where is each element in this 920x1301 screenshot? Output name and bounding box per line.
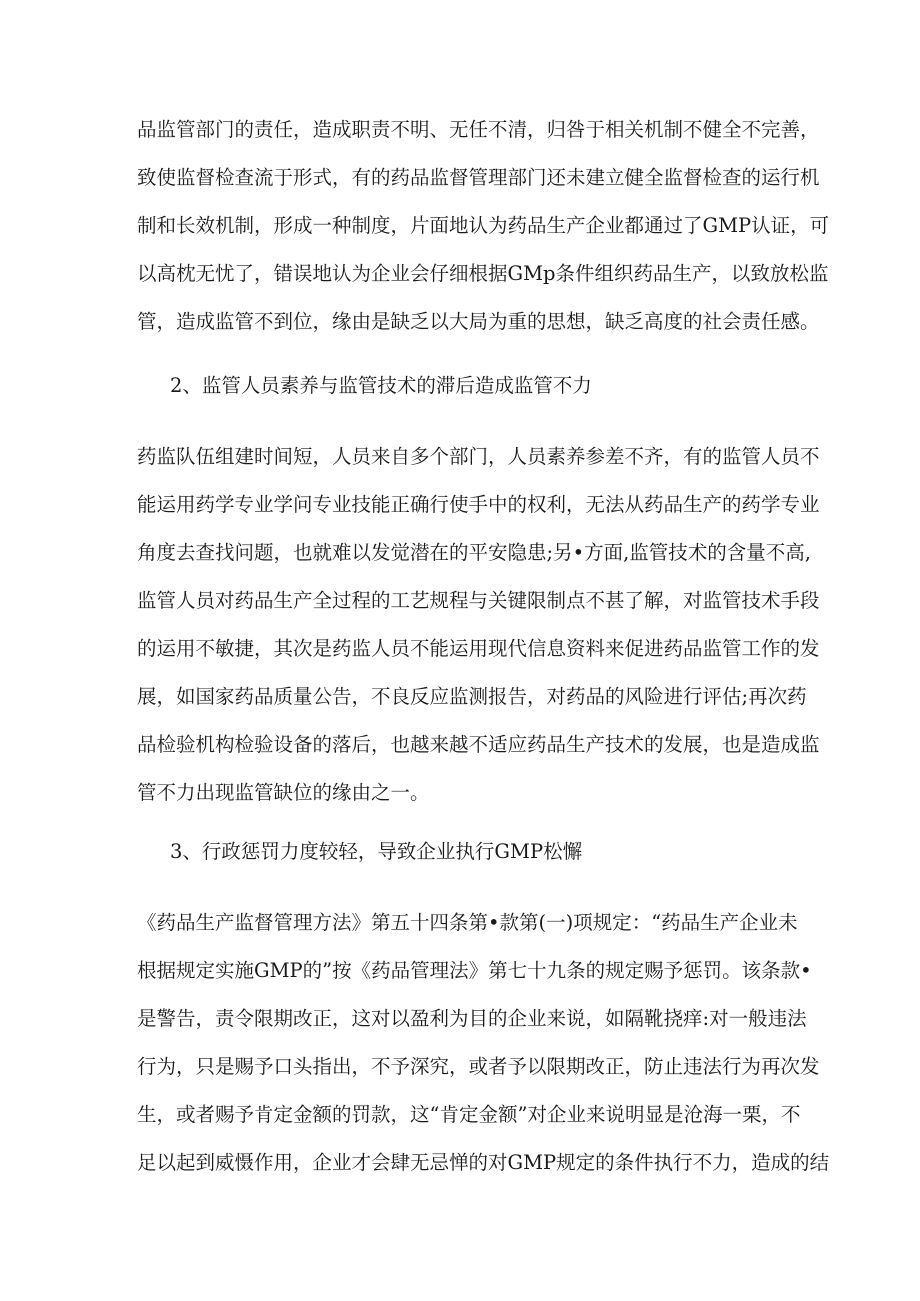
paragraph-1 — [137, 106, 830, 346]
paragraph-line: 制和长效机制，形成一种制度，片面地认为药品生产企业都通过了GMP认证，可 — [137, 214, 830, 237]
paragraph-line: 以高枕无忧了，错误地认为企业会仔细根据GMp条件组织药品生产，以致放松监 — [137, 262, 829, 285]
section-heading-3: 3、行政惩罚力度较轻，导致企业执行GMP松懈 — [170, 840, 583, 863]
paragraph-line: 的运用不敏捷，其次是药监人员不能运用现代信息资料来促进药品监管工作的发 — [137, 637, 820, 660]
paragraph-line: 根据规定实施GMP的”按《药品管理法》第七十九条的规定赐予惩罚。该条款• — [137, 959, 812, 982]
paragraph-line: 生，或者赐予肯定金额的罚款，这“肯定金额”对企业来说明显是沧海一栗，不 — [137, 1103, 801, 1126]
section-heading-2: 2、监管人员素养与监管技术的滞后造成监管不力 — [170, 374, 592, 397]
paragraph-line: 《药品生产监督管理方法》第五十四条第•款第(一)项规定：“药品生产企业未 — [137, 911, 798, 934]
paragraph-line: 管不力出现监管缺位的缘由之一。 — [137, 781, 430, 804]
paragraph-line: 行为，只是赐予口头指出，不予深究，或者予以限期改正，防止违法行为再次发 — [137, 1055, 820, 1078]
paragraph-line: 展，如国家药品质量公告，不良反应监测报告，对药品的风险进行评估;再次药 — [137, 685, 807, 708]
paragraph-line: 致使监督检查流于形式，有的药品监督管理部门还未建立健全监督检查的运行机 — [137, 166, 820, 189]
paragraph-line: 是警告，责令限期改正，这对以盈利为目的企业来说，如隔靴挠痒:对一般违法 — [137, 1007, 807, 1030]
paragraph-line: 品监管部门的责任，造成职责不明、无任不清，归咎于相关机制不健全不完善， — [137, 118, 820, 141]
paragraph-line: 药监队伍组建时间短，人员来自多个部门，人员素养参差不齐，有的监管人员不 — [137, 445, 820, 468]
paragraph-2 — [137, 433, 820, 817]
paragraph-line: 能运用药学专业学问专业技能正确行使手中的权利，无法从药品生产的药学专业 — [137, 493, 820, 516]
paragraph-line: 品检验机构检验设备的落后，也越来越不适应药品生产技术的发展，也是造成监 — [137, 733, 820, 756]
paragraph-line: 角度去查找问题，也就难以发觉潜在的平安隐患;另•方面,监管技术的含量不高, — [137, 541, 811, 564]
paragraph-line: 监管人员对药品生产全过程的工艺规程与关键限制点不甚了解，对监管技术手段 — [137, 589, 820, 612]
paragraph-line: 管，造成监管不到位，缘由是缺乏以大局为重的思想，缺乏高度的社会责任感。 — [137, 310, 820, 333]
paragraph-3 — [137, 899, 830, 1187]
paragraph-line: 足以起到威慑作用，企业才会肆无忌惮的对GMP规定的条件执行不力，造成的结 — [137, 1151, 830, 1174]
